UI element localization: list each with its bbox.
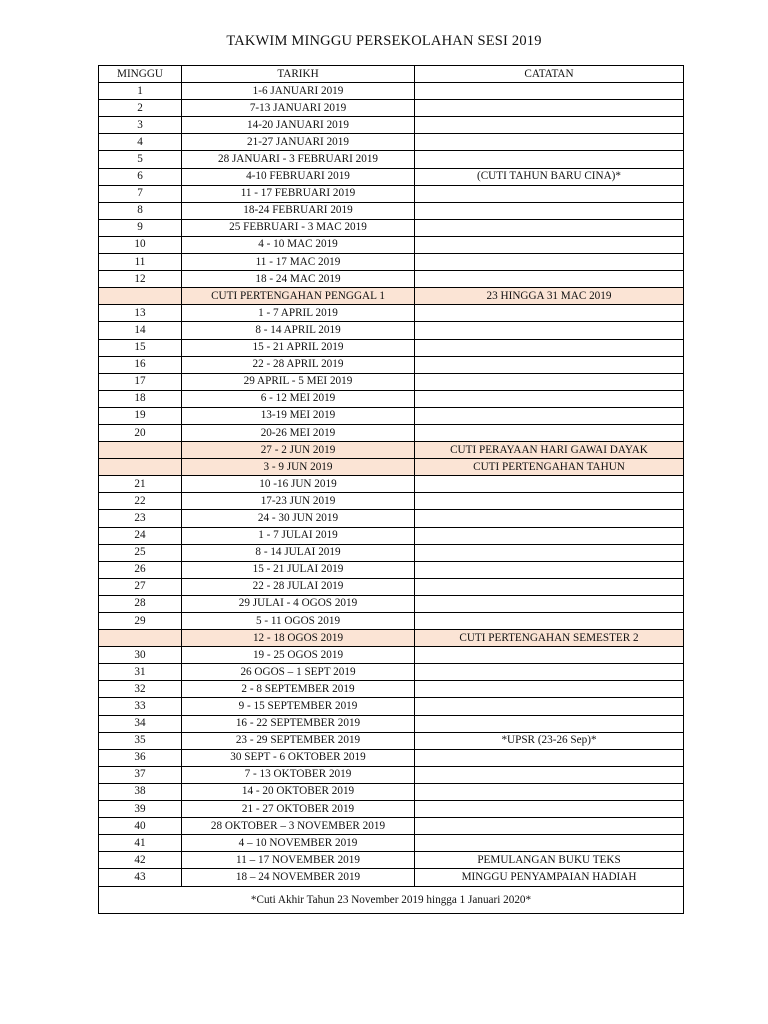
table-row — [99, 527, 684, 544]
date-cell: 22 - 28 APRIL 2019 — [182, 356, 415, 373]
note-cell — [415, 305, 684, 322]
table-row — [99, 544, 684, 561]
table-row — [99, 561, 684, 578]
date-cell: 20-26 MEI 2019 — [182, 424, 415, 441]
note-cell — [415, 134, 684, 151]
note-cell — [415, 766, 684, 783]
note-cell — [415, 322, 684, 339]
week-cell: 41 — [99, 835, 182, 852]
note-cell — [415, 83, 684, 100]
week-cell: 13 — [99, 305, 182, 322]
note-cell — [415, 151, 684, 168]
holiday-row — [99, 630, 684, 647]
note-cell — [415, 407, 684, 424]
table-row — [99, 749, 684, 766]
date-cell: 11 - 17 FEBRUARI 2019 — [182, 185, 415, 202]
week-cell: 22 — [99, 493, 182, 510]
week-cell: 43 — [99, 869, 182, 886]
week-cell: 37 — [99, 766, 182, 783]
note-cell — [415, 698, 684, 715]
calendar-table — [98, 65, 684, 914]
table-row — [99, 732, 684, 749]
note-cell: CUTI PERTENGAHAN TAHUN — [415, 459, 684, 476]
date-cell: 6 - 12 MEI 2019 — [182, 390, 415, 407]
page-title: TAKWIM MINGGU PERSEKOLAHAN SESI 2019 — [226, 33, 542, 49]
table-row — [99, 117, 684, 134]
note-cell — [415, 339, 684, 356]
table-row — [99, 254, 684, 271]
date-cell: 29 APRIL - 5 MEI 2019 — [182, 373, 415, 390]
note-cell — [415, 424, 684, 441]
week-cell: 28 — [99, 595, 182, 612]
table-row — [99, 151, 684, 168]
week-cell: 21 — [99, 476, 182, 493]
week-cell: 6 — [99, 168, 182, 185]
week-cell: 15 — [99, 339, 182, 356]
week-cell: 23 — [99, 510, 182, 527]
note-cell: (CUTI TAHUN BARU CINA)* — [415, 168, 684, 185]
note-cell — [415, 664, 684, 681]
week-cell — [99, 459, 182, 476]
date-cell: 8 - 14 APRIL 2019 — [182, 322, 415, 339]
date-cell: CUTI PERTENGAHAN PENGGAL 1 — [182, 288, 415, 305]
table-row — [99, 647, 684, 664]
table-row — [99, 476, 684, 493]
note-cell — [415, 595, 684, 612]
table-row — [99, 219, 684, 236]
date-cell: 18 - 24 MAC 2019 — [182, 271, 415, 288]
week-cell: 3 — [99, 117, 182, 134]
table-row — [99, 322, 684, 339]
holiday-row — [99, 459, 684, 476]
note-cell — [415, 236, 684, 253]
week-cell: 35 — [99, 732, 182, 749]
table-row — [99, 493, 684, 510]
date-cell: 16 - 22 SEPTEMBER 2019 — [182, 715, 415, 732]
footer-row — [99, 886, 684, 913]
date-cell: 4-10 FEBRUARI 2019 — [182, 168, 415, 185]
note-cell — [415, 373, 684, 390]
table-row — [99, 664, 684, 681]
note-cell: 23 HINGGA 31 MAC 2019 — [415, 288, 684, 305]
note-cell — [415, 493, 684, 510]
note-cell — [415, 185, 684, 202]
note-cell — [415, 835, 684, 852]
note-cell — [415, 117, 684, 134]
week-cell: 33 — [99, 698, 182, 715]
table-row — [99, 869, 684, 886]
week-cell — [99, 442, 182, 459]
week-cell: 17 — [99, 373, 182, 390]
holiday-row — [99, 442, 684, 459]
table-row — [99, 424, 684, 441]
week-cell: 19 — [99, 407, 182, 424]
note-cell — [415, 749, 684, 766]
table-row — [99, 783, 684, 800]
table-row — [99, 236, 684, 253]
week-cell: 32 — [99, 681, 182, 698]
date-cell: 14-20 JANUARI 2019 — [182, 117, 415, 134]
date-cell: 30 SEPT - 6 OKTOBER 2019 — [182, 749, 415, 766]
note-cell — [415, 271, 684, 288]
week-cell: 31 — [99, 664, 182, 681]
date-cell: 11 - 17 MAC 2019 — [182, 254, 415, 271]
week-cell: 5 — [99, 151, 182, 168]
table-row — [99, 510, 684, 527]
note-cell — [415, 527, 684, 544]
date-cell: 8 - 14 JULAI 2019 — [182, 544, 415, 561]
table-row — [99, 613, 684, 630]
header-tarikh: TARIKH — [182, 66, 415, 83]
week-cell: 1 — [99, 83, 182, 100]
date-cell: 21 - 27 OKTOBER 2019 — [182, 801, 415, 818]
week-cell: 9 — [99, 219, 182, 236]
date-cell: 2 - 8 SEPTEMBER 2019 — [182, 681, 415, 698]
week-cell: 18 — [99, 390, 182, 407]
table-row — [99, 83, 684, 100]
date-cell: 3 - 9 JUN 2019 — [182, 459, 415, 476]
week-cell — [99, 288, 182, 305]
table-row — [99, 835, 684, 852]
header-row — [99, 66, 684, 83]
week-cell — [99, 630, 182, 647]
note-cell — [415, 254, 684, 271]
table-row — [99, 356, 684, 373]
table-row — [99, 390, 684, 407]
note-cell — [415, 510, 684, 527]
note-cell — [415, 578, 684, 595]
note-cell — [415, 715, 684, 732]
date-cell: 14 - 20 OKTOBER 2019 — [182, 783, 415, 800]
date-cell: 26 OGOS – 1 SEPT 2019 — [182, 664, 415, 681]
week-cell: 25 — [99, 544, 182, 561]
week-cell: 38 — [99, 783, 182, 800]
table-row — [99, 852, 684, 869]
date-cell: 22 - 28 JULAI 2019 — [182, 578, 415, 595]
note-cell: CUTI PERTENGAHAN SEMESTER 2 — [415, 630, 684, 647]
week-cell: 40 — [99, 818, 182, 835]
date-cell: 25 FEBRUARI - 3 MAC 2019 — [182, 219, 415, 236]
week-cell: 29 — [99, 613, 182, 630]
date-cell: 1 - 7 APRIL 2019 — [182, 305, 415, 322]
date-cell: 15 - 21 APRIL 2019 — [182, 339, 415, 356]
week-cell: 20 — [99, 424, 182, 441]
date-cell: 18 – 24 NOVEMBER 2019 — [182, 869, 415, 886]
week-cell: 39 — [99, 801, 182, 818]
date-cell: 7 - 13 OKTOBER 2019 — [182, 766, 415, 783]
week-cell: 4 — [99, 134, 182, 151]
date-cell: 5 - 11 OGOS 2019 — [182, 613, 415, 630]
date-cell: 21-27 JANUARI 2019 — [182, 134, 415, 151]
week-cell: 8 — [99, 202, 182, 219]
table-row — [99, 202, 684, 219]
note-cell — [415, 681, 684, 698]
note-cell — [415, 647, 684, 664]
date-cell: 17-23 JUN 2019 — [182, 493, 415, 510]
date-cell: 29 JULAI - 4 OGOS 2019 — [182, 595, 415, 612]
week-cell: 10 — [99, 236, 182, 253]
date-cell: 28 OKTOBER – 3 NOVEMBER 2019 — [182, 818, 415, 835]
table-row — [99, 715, 684, 732]
date-cell: 23 - 29 SEPTEMBER 2019 — [182, 732, 415, 749]
calendar-body — [99, 83, 684, 886]
note-cell — [415, 476, 684, 493]
table-row — [99, 407, 684, 424]
note-cell — [415, 613, 684, 630]
table-row — [99, 305, 684, 322]
week-cell: 26 — [99, 561, 182, 578]
table-row — [99, 168, 684, 185]
note-cell — [415, 801, 684, 818]
date-cell: 4 - 10 MAC 2019 — [182, 236, 415, 253]
note-cell: MINGGU PENYAMPAIAN HADIAH — [415, 869, 684, 886]
date-cell: 15 - 21 JULAI 2019 — [182, 561, 415, 578]
table-row — [99, 698, 684, 715]
note-cell — [415, 356, 684, 373]
table-row — [99, 818, 684, 835]
date-cell: 1-6 JANUARI 2019 — [182, 83, 415, 100]
note-cell — [415, 390, 684, 407]
date-cell: 18-24 FEBRUARI 2019 — [182, 202, 415, 219]
table-row — [99, 595, 684, 612]
note-cell: CUTI PERAYAAN HARI GAWAI DAYAK — [415, 442, 684, 459]
table-row — [99, 578, 684, 595]
table-row — [99, 339, 684, 356]
date-cell: 19 - 25 OGOS 2019 — [182, 647, 415, 664]
table-row — [99, 185, 684, 202]
table-row — [99, 134, 684, 151]
week-cell: 11 — [99, 254, 182, 271]
week-cell: 36 — [99, 749, 182, 766]
table-row — [99, 766, 684, 783]
note-cell: PEMULANGAN BUKU TEKS — [415, 852, 684, 869]
date-cell: 11 – 17 NOVEMBER 2019 — [182, 852, 415, 869]
header-minggu: MINGGU — [99, 66, 182, 83]
date-cell: 24 - 30 JUN 2019 — [182, 510, 415, 527]
date-cell: 10 -16 JUN 2019 — [182, 476, 415, 493]
note-cell — [415, 783, 684, 800]
week-cell: 7 — [99, 185, 182, 202]
table-row — [99, 271, 684, 288]
date-cell: 13-19 MEI 2019 — [182, 407, 415, 424]
week-cell: 27 — [99, 578, 182, 595]
week-cell: 30 — [99, 647, 182, 664]
note-cell — [415, 818, 684, 835]
date-cell: 7-13 JANUARI 2019 — [182, 100, 415, 117]
date-cell: 28 JANUARI - 3 FEBRUARI 2019 — [182, 151, 415, 168]
table-row — [99, 100, 684, 117]
week-cell: 14 — [99, 322, 182, 339]
week-cell: 2 — [99, 100, 182, 117]
week-cell: 16 — [99, 356, 182, 373]
week-cell: 12 — [99, 271, 182, 288]
week-cell: 34 — [99, 715, 182, 732]
table-row — [99, 801, 684, 818]
footer-note: *Cuti Akhir Tahun 23 November 2019 hingga 1 Januari 2020* — [99, 886, 684, 913]
date-cell: 4 – 10 NOVEMBER 2019 — [182, 835, 415, 852]
week-cell: 24 — [99, 527, 182, 544]
holiday-row — [99, 288, 684, 305]
note-cell — [415, 202, 684, 219]
note-cell — [415, 561, 684, 578]
note-cell — [415, 219, 684, 236]
date-cell: 27 - 2 JUN 2019 — [182, 442, 415, 459]
note-cell — [415, 544, 684, 561]
date-cell: 12 - 18 OGOS 2019 — [182, 630, 415, 647]
table-row — [99, 681, 684, 698]
date-cell: 9 - 15 SEPTEMBER 2019 — [182, 698, 415, 715]
table-row — [99, 373, 684, 390]
note-cell — [415, 100, 684, 117]
note-cell: *UPSR (23-26 Sep)* — [415, 732, 684, 749]
week-cell: 42 — [99, 852, 182, 869]
date-cell: 1 - 7 JULAI 2019 — [182, 527, 415, 544]
header-catatan: CATATAN — [415, 66, 684, 83]
